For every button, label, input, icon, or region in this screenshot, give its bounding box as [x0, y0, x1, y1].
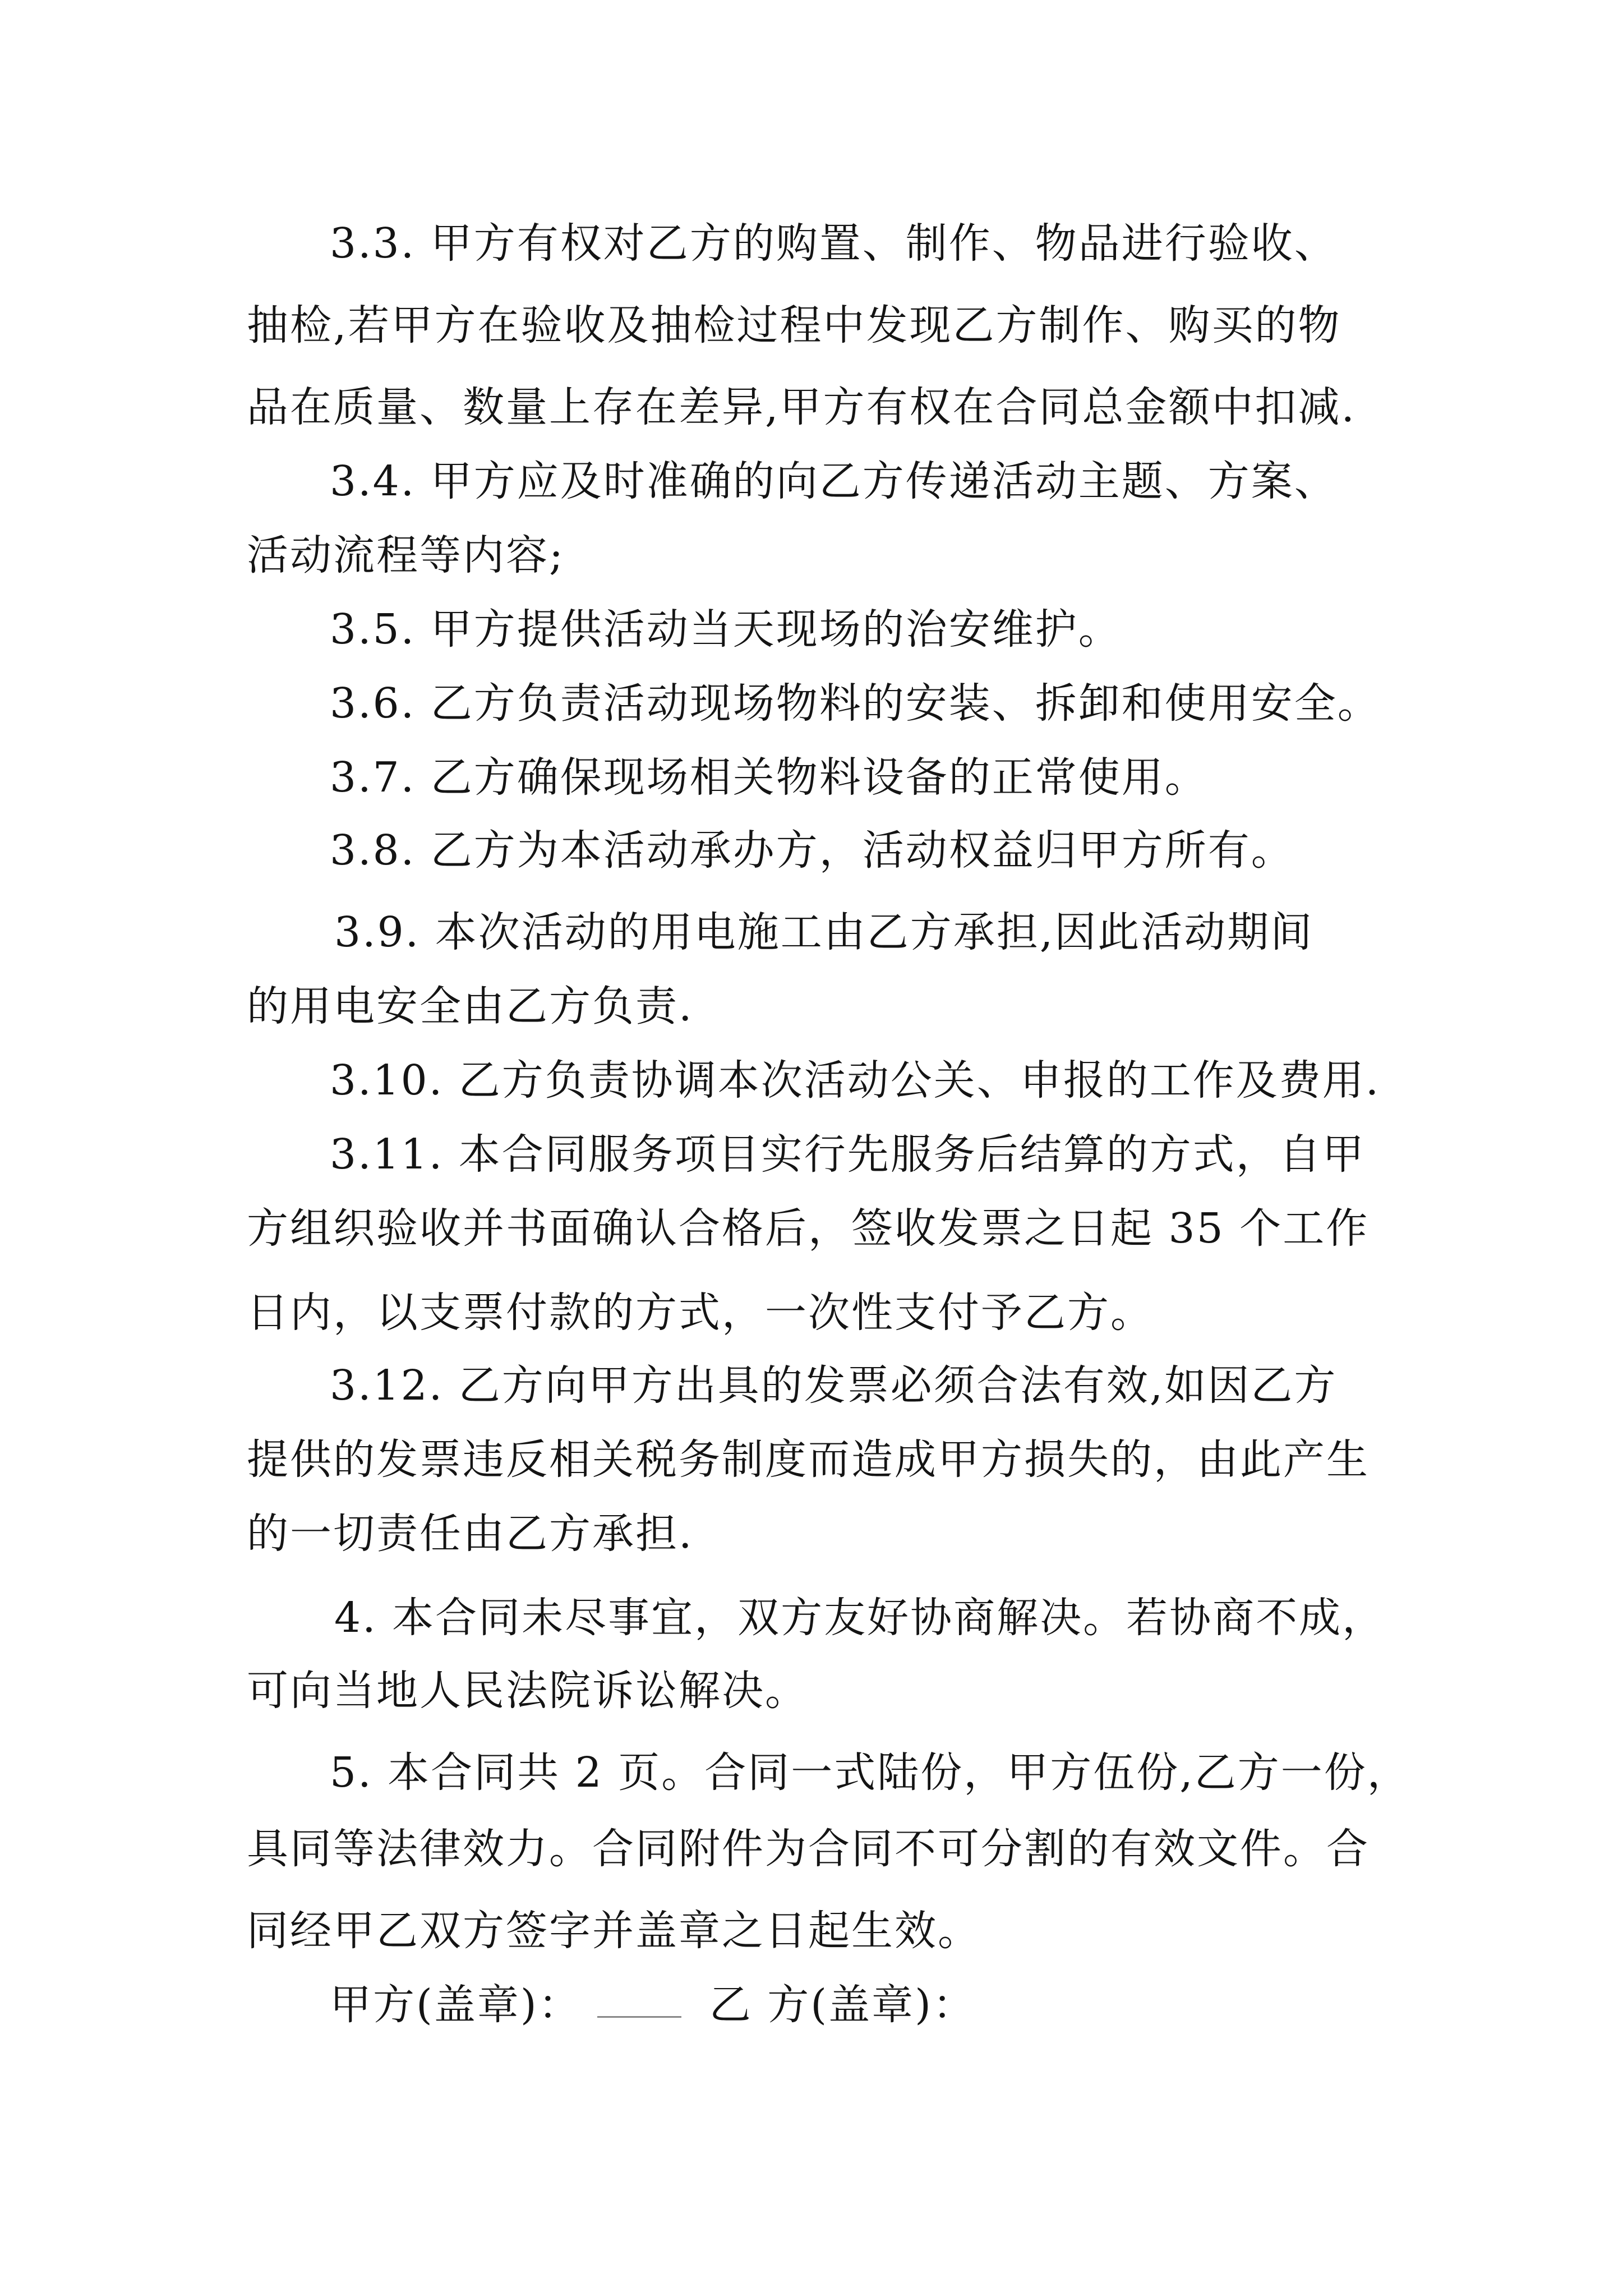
- clause-3-11-line-3: 日内，以支票付款的方式，一次性支付予乙方。: [247, 1289, 1154, 1337]
- clause-3-3-line-1: 3.3. 甲方有权对乙方的购置、制作、物品进行验收、: [330, 219, 1338, 268]
- party-a-signature-blank: [597, 1977, 681, 2018]
- clause-5-line-1: 5. 本合同共 2 页。合同一式陆份，甲方伍份,乙方一份，: [330, 1749, 1410, 1797]
- clause-3-9-line-2: 的用电安全由乙方负责.: [247, 982, 694, 1030]
- clause-4-line-1: 4. 本合同未尽事宜，双方友好协商解决。若协商不成，: [334, 1594, 1386, 1642]
- party-b-seal-label: 乙 方(盖章)：: [709, 1981, 976, 2029]
- clause-3-12-line-1: 3.12. 乙方向甲方出具的发票必须合法有效,如因乙方: [330, 1361, 1338, 1410]
- clause-5-line-2: 具同等法律效力。合同附件为合同不可分割的有效文件。合: [247, 1825, 1370, 1873]
- clause-3-3-line-3: 品在质量、数量上存在差异,甲方有权在合同总金额中扣减.: [247, 383, 1357, 431]
- clause-3-11-line-2: 方组织验收并书面确认合格后，签收发票之日起 35 个工作: [247, 1204, 1370, 1253]
- clause-4-line-2: 可向当地人民法院诉讼解决。: [247, 1667, 808, 1715]
- clause-3-6: 3.6. 乙方负责活动现场物料的安装、拆卸和使用安全。: [330, 679, 1381, 728]
- clause-3-8: 3.8. 乙方为本活动承办方，活动权益归甲方所有。: [330, 826, 1294, 875]
- clause-3-7: 3.7. 乙方确保现场相关物料设备的正常使用。: [330, 753, 1208, 802]
- clause-3-12-line-2: 提供的发票违反相关税务制度而造成甲方损失的，由此产生: [247, 1435, 1370, 1484]
- clause-5-line-3: 同经甲乙双方签字并盖章之日起生效。: [247, 1907, 981, 1955]
- clause-3-9-line-1: 3.9. 本次活动的用电施工由乙方承担,因此活动期间: [334, 908, 1314, 956]
- clause-3-10: 3.10. 乙方负责协调本次活动公关、申报的工作及费用.: [330, 1056, 1381, 1105]
- signature-row: [330, 1977, 1171, 2033]
- clause-3-12-line-3: 的一切责任由乙方承担.: [247, 1510, 694, 1558]
- clause-3-3-line-2: 抽检,若甲方在验收及抽检过程中发现乙方制作、购买的物: [247, 301, 1341, 349]
- clause-3-4-line-2: 活动流程等内容;: [247, 531, 565, 579]
- clause-3-11-line-1: 3.11. 本合同服务项目实行先服务后结算的方式，自甲: [330, 1130, 1366, 1179]
- party-a-seal-label: 甲方(盖章)：: [330, 1981, 582, 2029]
- clause-3-5: 3.5. 甲方提供活动当天现场的治安维护。: [330, 605, 1122, 654]
- clause-3-4-line-1: 3.4. 甲方应及时准确的向乙方传递活动主题、方案、: [330, 457, 1338, 505]
